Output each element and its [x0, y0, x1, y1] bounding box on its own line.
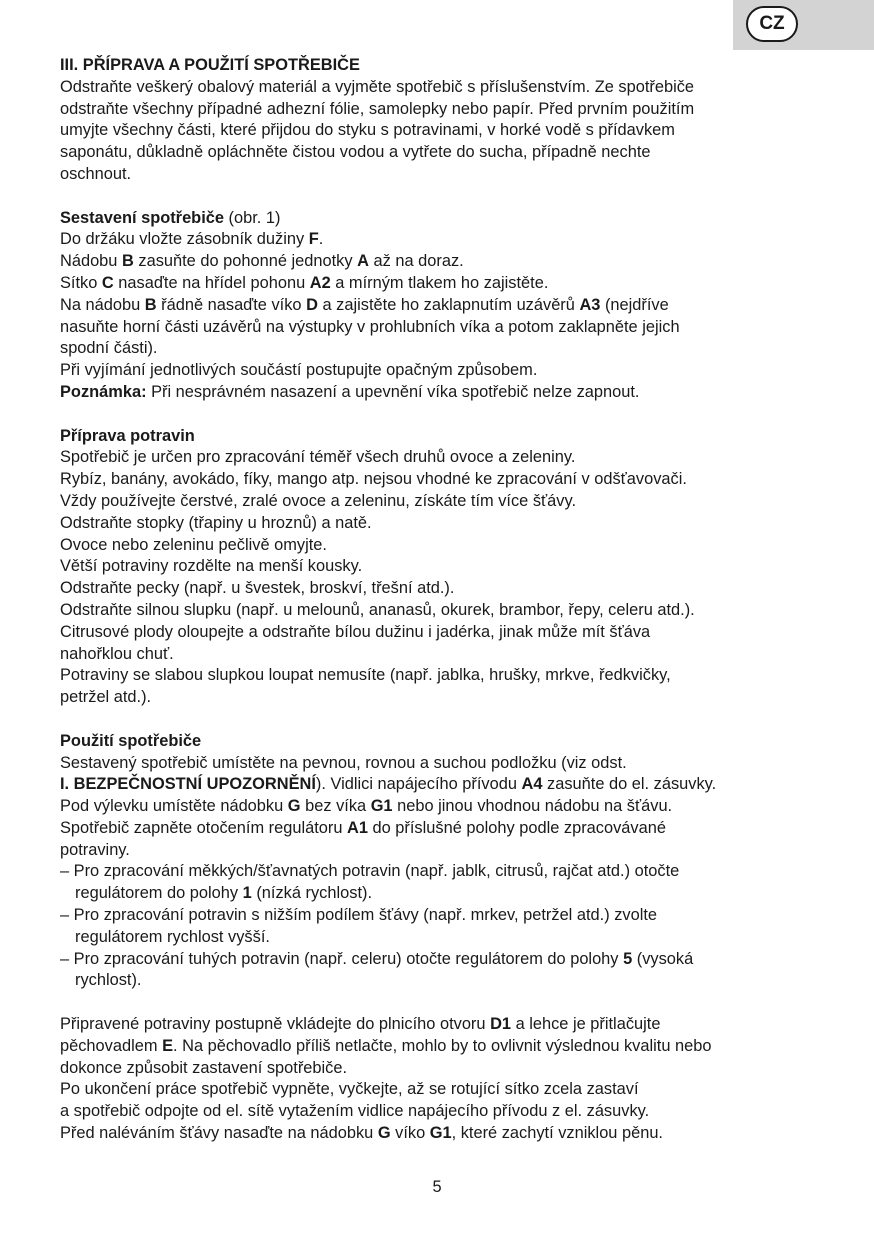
text-span: (nejdříve — [600, 295, 669, 314]
bold-text: E — [162, 1036, 173, 1055]
bold-text: A4 — [521, 775, 543, 794]
text-span: odstraňte všechny případné adhezní fólie, samolepky nebo papír. Před prvním použitím — [60, 99, 695, 118]
text-line — [60, 338, 850, 360]
blank-line — [60, 992, 850, 1014]
text-span: ). Vidlici napájecího přívodu — [315, 775, 522, 794]
bold-text: A — [357, 252, 369, 271]
bold-text: A3 — [579, 295, 601, 314]
text-span: – Pro zpracování tuhých potravin (např. celeru) otočte regulátorem do polohy — [60, 949, 624, 968]
text-span: Sestavený spotřebič umístěte na pevnou, rovnou a suchou podložku (viz odst. — [60, 753, 627, 772]
text-span: Ovoce nebo zeleninu pečlivě omyjte. — [60, 535, 327, 554]
text-line — [60, 208, 850, 230]
text-span: bez víka — [300, 797, 371, 816]
text-span: regulátorem rychlost vyšší. — [75, 927, 270, 946]
text-span: a spotřebič odpojte od el. sítě vytažením vidlice napájecího přívodu z el. zásuvky. — [60, 1102, 650, 1121]
text-line — [60, 861, 850, 883]
text-span: , které zachytí vzniklou pěnu. — [451, 1124, 663, 1143]
text-span: – Pro zpracování potravin s nižším podílem šťávy (např. mrkev, petržel atd.) zvolte — [60, 906, 658, 925]
text-span: Rybíz, banány, avokádo, fíky, mango atp. nejsou vhodné ke zpracování v odšťavovači. — [60, 470, 687, 489]
text-span: řádně nasaďte víko — [156, 295, 307, 314]
text-span: Odstraňte pecky (např. u švestek, broskví, třešní atd.). — [60, 579, 455, 598]
text-line — [60, 949, 850, 971]
text-span: zasuňte do pohonné jednotky — [133, 252, 358, 271]
text-line — [60, 665, 850, 687]
text-line — [60, 295, 850, 317]
text-span: Připravené potraviny postupně vkládejte do plnicího otvoru — [60, 1015, 491, 1034]
text-line — [60, 229, 850, 251]
language-badge: CZ — [746, 6, 798, 42]
text-span: Při nesprávném nasazení a upevnění víka spotřebič nelze zapnout. — [146, 382, 640, 401]
text-span: Odstraňte silnou slupku (např. u melounů, ananasů, okurek, brambor, řepy, celeru atd.). — [60, 600, 695, 619]
text-span: Odstraňte stopky (třapiny u hroznů) a natě. — [60, 513, 372, 532]
text-span: . — [318, 230, 324, 249]
text-line — [60, 360, 850, 382]
bold-text: G1 — [370, 797, 393, 816]
text-span: nasaďte na hřídel pohonu — [113, 273, 310, 292]
bold-text: D — [306, 295, 318, 314]
text-line — [60, 251, 850, 273]
text-span: . Na pěchovadlo příliš netlačte, mohlo by to ovlivnit výslednou kvalitu nebo — [173, 1036, 712, 1055]
bold-text: G — [377, 1124, 391, 1143]
section-heading — [60, 731, 850, 753]
text-line — [60, 556, 850, 578]
text-line — [60, 1036, 850, 1058]
bold-text: F — [308, 230, 319, 249]
bold-text: A1 — [347, 818, 368, 837]
text-span: nebo jinou vhodnou nádobu na šťávu. — [392, 797, 673, 816]
text-line — [60, 1101, 850, 1123]
text-span: Citrusové plody oloupejte a odstraňte bílou dužinu i jadérka, jinak může mít šťáva — [60, 622, 651, 641]
text-span: Odstraňte veškerý obalový materiál a vyjměte spotřebič s příslušenstvím. Ze spotřebiče — [60, 77, 695, 96]
section-heading — [60, 55, 850, 77]
text-span: a zajistěte ho zaklapnutím uzávěrů — [317, 295, 580, 314]
text-line — [60, 99, 850, 121]
bold-text: Sestavení spotřebiče — [60, 208, 224, 227]
text-span: saponátu, důkladně opláchněte čistou vodou a vytřete do sucha, případně nechte — [60, 143, 651, 162]
text-line — [60, 77, 850, 99]
text-line — [60, 687, 850, 709]
blank-line — [60, 186, 850, 208]
text-line — [60, 883, 850, 905]
text-span: do příslušné polohy podle zpracovávané — [367, 818, 666, 837]
text-span: nasuňte horní části uzávěrů na výstupky v prohlubních víka a potom zaklapněte jejich — [60, 317, 680, 336]
text-span: Před naléváním šťávy nasaďte na nádobku — [60, 1124, 378, 1143]
text-span: dokonce způsobit zastavení spotřebiče. — [60, 1058, 348, 1077]
bold-text: D1 — [490, 1015, 512, 1034]
text-line — [60, 927, 850, 949]
text-span: Vždy používejte čerstvé, zralé ovoce a zeleninu, získáte tím více šťávy. — [60, 491, 577, 510]
text-span: nahořklou chuť. — [60, 644, 174, 663]
text-span: zasuňte do el. zásuvky. — [542, 775, 717, 794]
text-line — [60, 142, 850, 164]
text-span: pěchovadlem — [60, 1036, 163, 1055]
text-span: víko — [390, 1124, 430, 1143]
bold-text: A2 — [309, 273, 331, 292]
text-line — [60, 1014, 850, 1036]
text-span: Do držáku vložte zásobník dužiny — [60, 230, 309, 249]
text-line — [60, 317, 850, 339]
bold-text: III. PŘÍPRAVA A POUŽITÍ SPOTŘEBIČE — [60, 56, 360, 74]
text-line — [60, 578, 850, 600]
text-span: Pod výlevku umístěte nádobku — [60, 797, 288, 816]
text-span: Při vyjímání jednotlivých součástí postupujte opačným způsobem. — [60, 361, 538, 380]
text-span: Sítko — [60, 273, 102, 292]
text-line — [60, 622, 850, 644]
text-line — [60, 1058, 850, 1080]
bold-text: 1 — [242, 884, 252, 903]
bold-text: B — [121, 252, 134, 271]
text-line — [60, 491, 850, 513]
text-line — [60, 905, 850, 927]
text-span: Nádobu — [60, 252, 122, 271]
text-line — [60, 535, 850, 557]
text-span: – Pro zpracování měkkých/šťavnatých potravin (např. jablk, citrusů, rajčat atd.) otočte — [60, 862, 680, 881]
text-span: regulátorem do polohy — [75, 884, 243, 903]
text-span: (nízká rychlost). — [251, 884, 373, 903]
text-span: spodní části). — [60, 339, 158, 358]
text-line — [60, 774, 850, 796]
text-line — [60, 273, 850, 295]
text-line — [60, 818, 850, 840]
bold-text: I. BEZPEČNOSTNÍ UPOZORNĚNÍ — [60, 775, 316, 794]
text-span: až na doraz. — [368, 252, 464, 271]
text-span: a lehce je přitlačujte — [511, 1015, 661, 1034]
text-span: umyjte všechny části, které přijdou do styku s potravinami, v horké vodě s přídavkem — [60, 121, 675, 140]
text-line — [60, 120, 850, 142]
text-line — [60, 1123, 850, 1145]
text-span: Větší potraviny rozdělte na menší kousky. — [60, 557, 363, 576]
text-line — [60, 644, 850, 666]
text-span: petržel atd.). — [60, 688, 152, 707]
bold-text: C — [101, 273, 114, 292]
bold-text: G1 — [429, 1124, 452, 1143]
text-span: Spotřebič zapněte otočením regulátoru — [60, 818, 348, 837]
text-line — [60, 796, 850, 818]
text-span: (obr. 1) — [223, 208, 281, 227]
text-span: (vysoká — [632, 949, 694, 968]
text-line — [60, 600, 850, 622]
bold-text: Příprava potravin — [60, 426, 195, 445]
section-heading — [60, 426, 850, 448]
text-line — [60, 513, 850, 535]
blank-line — [60, 709, 850, 731]
text-span: potraviny. — [60, 840, 130, 859]
text-span: oschnout. — [60, 164, 132, 183]
text-line — [60, 447, 850, 469]
text-span: rychlost). — [75, 971, 142, 990]
text-span: Potraviny se slabou slupkou loupat nemusíte (např. jablka, hrušky, mrkve, ředkvičky, — [60, 666, 671, 685]
document-body — [60, 55, 850, 1145]
bold-text: 5 — [623, 949, 633, 968]
text-line — [60, 840, 850, 862]
bold-text: Použití spotřebiče — [60, 731, 202, 750]
text-line — [60, 753, 850, 775]
text-span: Na nádobu — [60, 295, 145, 314]
bold-text: B — [144, 295, 157, 314]
text-span: Spotřebič je určen pro zpracování téměř všech druhů ovoce a zeleniny. — [60, 448, 576, 467]
text-span: Po ukončení práce spotřebič vypněte, vyčkejte, až se rotující sítko zcela zastaví — [60, 1080, 639, 1099]
text-line — [60, 164, 850, 186]
text-line — [60, 469, 850, 491]
bold-text: G — [287, 797, 301, 816]
bold-text: Poznámka: — [60, 382, 147, 401]
text-span: a mírným tlakem ho zajistěte. — [330, 273, 549, 292]
blank-line — [60, 404, 850, 426]
page-number: 5 — [432, 1178, 442, 1196]
text-line — [60, 970, 850, 992]
text-line — [60, 382, 850, 404]
text-line — [60, 1079, 850, 1101]
